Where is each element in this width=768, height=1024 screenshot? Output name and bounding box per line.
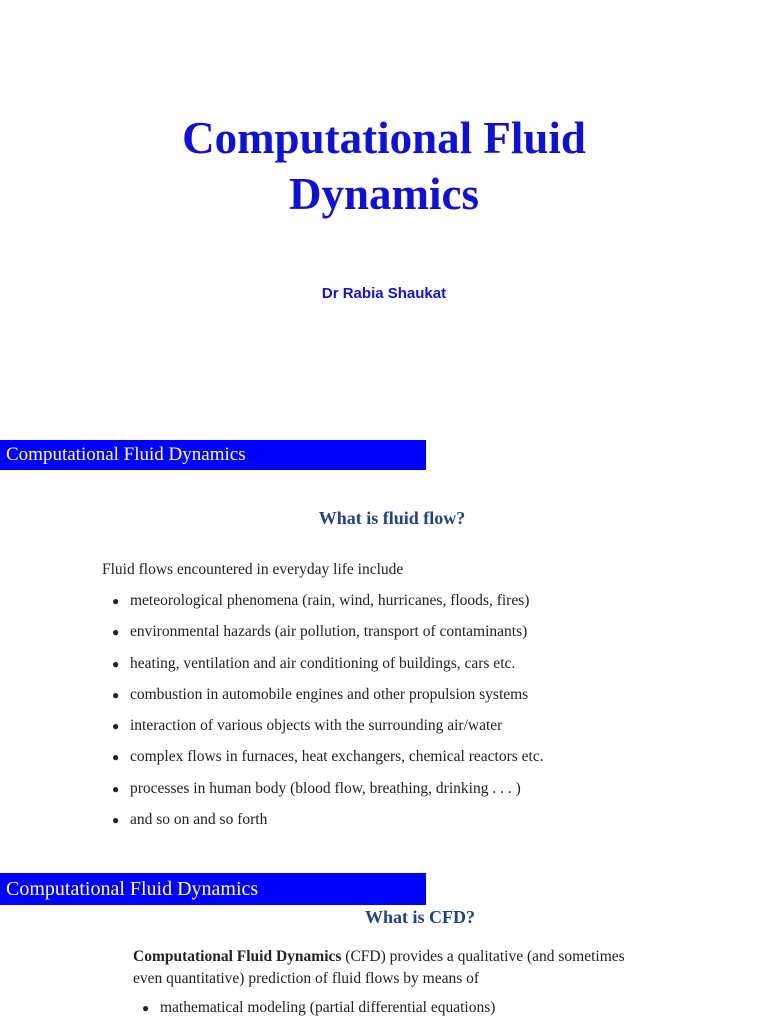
list-item: ● environmental hazards (air pollution, transport of contaminants) bbox=[112, 620, 544, 651]
author-name: Dr Rabia Shaukat bbox=[321, 285, 447, 302]
slide-title-text: Computational Fluid Dynamics bbox=[182, 113, 586, 219]
section-heading: What is CFD? bbox=[364, 907, 475, 927]
section-heading: What is fluid flow? bbox=[318, 508, 466, 528]
list-item: ● meteorological phenomena (rain, wind, hurricanes, floods, fires) bbox=[112, 589, 544, 620]
list-item: ● interaction of various objects with the surrounding air/water bbox=[112, 714, 544, 745]
bullet-icon: ● bbox=[112, 813, 120, 828]
bullet-icon: ● bbox=[112, 687, 120, 702]
slide-title bbox=[0, 110, 768, 222]
cfd-method-list bbox=[142, 996, 495, 1020]
bullet-icon: ● bbox=[112, 719, 120, 734]
cfd-definition bbox=[133, 946, 653, 990]
bullet-icon: ● bbox=[112, 781, 120, 796]
bullet-icon: ● bbox=[112, 594, 120, 608]
list-item: ● processes in human body (blood flow, breathing, drinking . . . ) bbox=[112, 777, 544, 808]
cfd-term: Computational Fluid Dynamics bbox=[133, 948, 342, 965]
slide-banner: Computational Fluid Dynamics bbox=[0, 440, 426, 470]
bullet-icon: ● bbox=[112, 625, 120, 640]
list-item: ● complex flows in furnaces, heat exchangers, chemical reactors etc. bbox=[112, 745, 544, 776]
list-item: ● combustion in automobile engines and other propulsion systems bbox=[112, 683, 544, 714]
bullet-icon: ● bbox=[142, 1001, 150, 1015]
bullet-icon: ● bbox=[112, 656, 120, 671]
fluid-flow-list bbox=[112, 589, 544, 839]
list-item: ● and so on and so forth bbox=[112, 808, 544, 839]
intro-text: Fluid flows encountered in everyday life include bbox=[102, 561, 404, 578]
bullet-icon: ● bbox=[112, 750, 120, 765]
list-item: ● mathematical modeling (partial differential equations) bbox=[142, 996, 495, 1020]
cfd-definition-text: (CFD) provides a qualitative (and sometimes even quantitative) prediction of fluid flows by means of bbox=[133, 948, 625, 987]
list-item: ● heating, ventilation and air conditioning of buildings, cars etc. bbox=[112, 652, 544, 683]
slide-banner: Computational Fluid Dynamics bbox=[0, 873, 426, 905]
